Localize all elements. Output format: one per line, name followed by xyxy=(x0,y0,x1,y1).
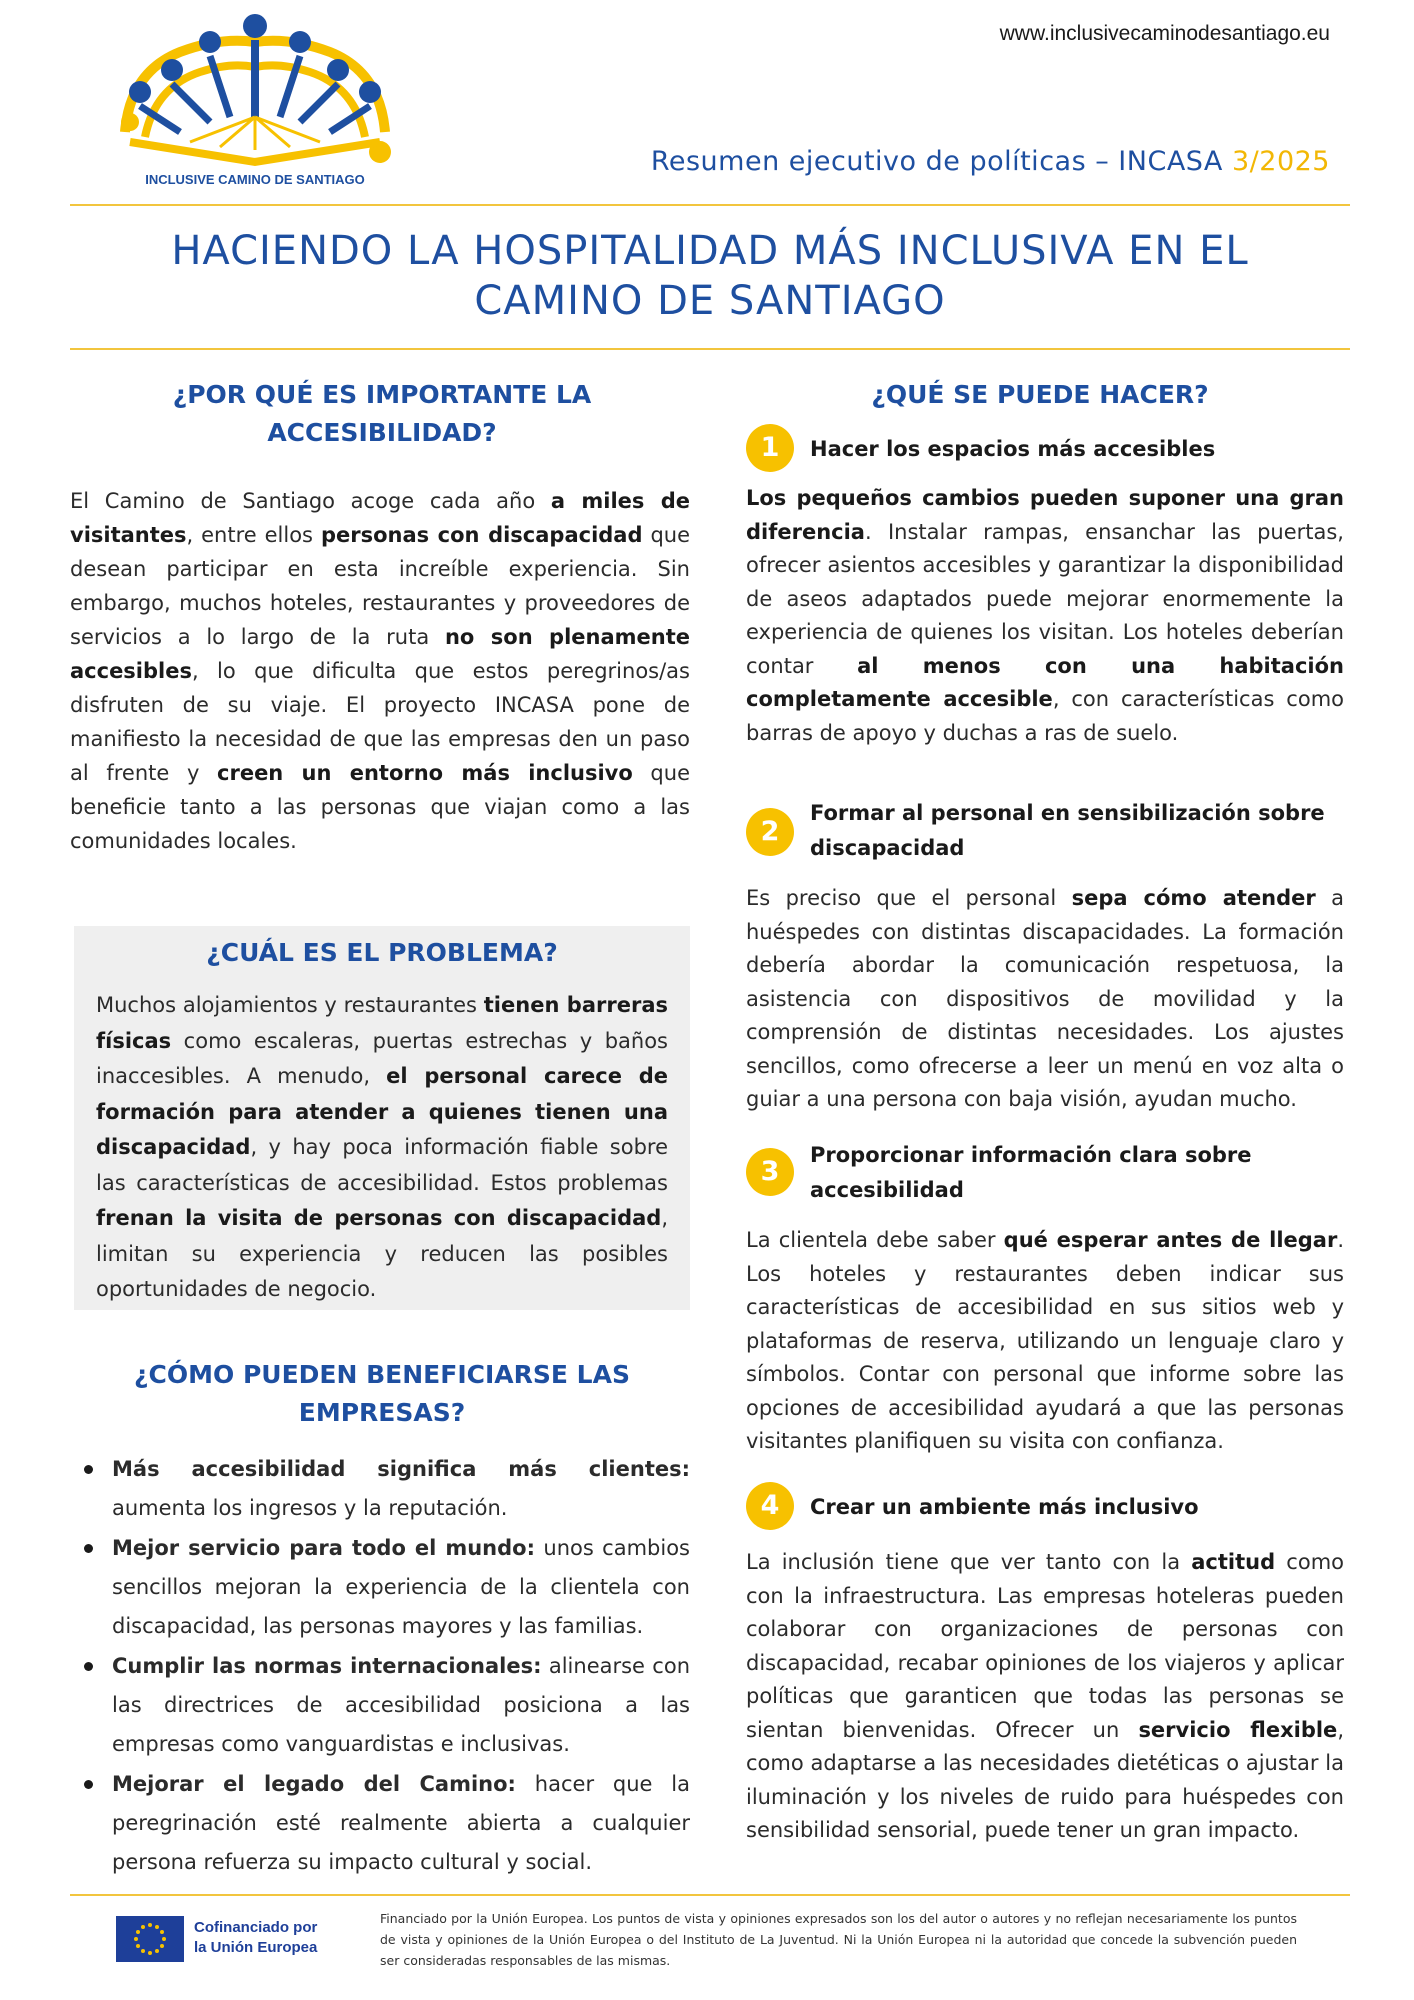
bullet-icon xyxy=(84,1465,93,1474)
text: que desean participar en esta increíble experiencia. Sin embargo, muchos hoteles, restaurantes y proveedores de servicios a lo largo de la ruta xyxy=(70,523,691,649)
step-1-title: Hacer los espacios más accesibles xyxy=(810,437,1216,461)
bold-text: Cumplir las normas internacionales: xyxy=(112,1654,542,1678)
bold-text: el personal carece de formación para atender a quienes tienen una discapacidad xyxy=(96,1064,668,1159)
project-logo xyxy=(110,12,400,197)
list-item xyxy=(74,1529,690,1646)
divider-top xyxy=(70,204,1350,206)
step-2-title xyxy=(810,796,1325,866)
funding-disclaimer: Financiado por la Unión Europea. Los puntos de vista y opiniones expresados son los del autor o autores y no reflejan necesariamente los puntos de vista y opiniones de la Unión Europea o del Instituto de La Juventud. Ni la Unión Europea ni la autoridad que concede la subvención pueden ser consideradas responsables de las mismas. xyxy=(380,1911,1297,1968)
bullet-icon xyxy=(84,1662,93,1671)
text: , y hay poca información fiable sobre las características de accesibilidad. Estos problemas xyxy=(96,1135,668,1195)
title-line-2: CAMINO DE SANTIAGO xyxy=(474,278,946,324)
step-3-title xyxy=(810,1138,1252,1208)
benefits-list xyxy=(74,1450,690,1883)
bold-text: no son plenamente accesibles xyxy=(70,625,690,683)
text: alinearse con las directrices de accesibilidad posiciona a las empresas como vanguardistas e inclusivas. xyxy=(112,1654,691,1756)
step-1-paragraph xyxy=(746,482,1344,750)
benefits-heading xyxy=(74,1356,690,1432)
step-3-title-line-1: Proporcionar información clara sobre xyxy=(810,1143,1252,1167)
eu-label-line-1: Cofinanciado por xyxy=(194,1919,318,1936)
text: aumenta los ingresos y la reputación. xyxy=(112,1496,508,1520)
benefits-heading-line-2: EMPRESAS? xyxy=(298,1398,466,1427)
bold-text: Los pequeños cambios pueden suponer una gran diferencia xyxy=(746,486,1344,544)
text: a huéspedes con distintas discapacidades. La formación debería abordar la comunicación respetuosa, la asistencia con dispositivos de movilidad y la comprensión de distintas necesidades. Los ajustes sencillos, como ofrecerse a leer un menú en voz alta o guiar a una persona con baja visión, ayudan mucho. xyxy=(746,886,1344,1111)
bold-text: creen un entorno más inclusivo xyxy=(217,761,633,785)
why-paragraph xyxy=(70,484,690,858)
step-4-paragraph xyxy=(746,1546,1344,1848)
bold-text: frenan la visita de personas con discapacidad xyxy=(96,1206,662,1230)
why-heading-line-1: ¿POR QUÉ ES IMPORTANTE LA xyxy=(172,380,592,409)
step-2-title-line-2: discapacidad xyxy=(810,836,965,860)
text: , con características como barras de apoyo y duchas a ras de suelo. xyxy=(746,687,1344,745)
bold-text: a miles de visitantes xyxy=(70,489,690,547)
step-4-title: Crear un ambiente más inclusivo xyxy=(810,1495,1199,1519)
title-line-1: HACIENDO LA HOSPITALIDAD MÁS INCLUSIVA EN EL xyxy=(171,228,1249,274)
bold-text: sepa cómo atender xyxy=(1071,886,1316,910)
text: La inclusión tiene que ver tanto con la xyxy=(746,1550,1192,1574)
document-subtitle xyxy=(500,146,1330,177)
bold-text: Mejorar el legado del Camino: xyxy=(112,1772,516,1796)
text: , entre ellos xyxy=(186,523,321,547)
text: que beneficie tanto a las personas que viajan como a las comunidades locales. xyxy=(70,761,690,853)
why-heading xyxy=(74,376,690,452)
eu-cofunding-label xyxy=(194,1918,364,1958)
people-arch-logo-icon xyxy=(110,12,400,177)
text: hacer que la peregrinación esté realmente abierta a cualquier persona refuerza su impacto cultural y social. xyxy=(112,1772,690,1874)
text: Muchos alojamientos y restaurantes xyxy=(96,993,484,1017)
text: , limitan su experiencia y reducen las posibles oportunidades de negocio. xyxy=(96,1206,668,1301)
list-item xyxy=(74,1450,690,1528)
text: unos cambios sencillos mejoran la experiencia de la clientela con discapacidad, las personas mayores y las familias. xyxy=(112,1536,690,1638)
eu-flag-icon xyxy=(116,1916,184,1962)
step-1-number: 1 xyxy=(746,424,794,472)
bullet-icon xyxy=(84,1544,93,1553)
step-2-number: 2 xyxy=(746,808,794,856)
step-4-number: 4 xyxy=(746,1482,794,1530)
step-3-paragraph xyxy=(746,1224,1344,1459)
text: . Instalar rampas, ensanchar las puertas, ofrecer asientos accesibles y garantizar la disponibilidad de aseos adaptados puede mejorar enormemente la experiencia de quienes los visitan. Los hoteles deberían contar xyxy=(746,519,1344,678)
text: La clientela debe saber xyxy=(746,1228,1004,1252)
issue-number: 3/2025 xyxy=(1232,146,1330,177)
actions-heading: ¿QUÉ SE PUEDE HACER? xyxy=(871,380,1209,409)
bold-text: servicio flexible xyxy=(1138,1717,1338,1742)
problem-heading: ¿CUÁL ES EL PROBLEMA? xyxy=(206,938,558,967)
text: . Los hoteles y restaurantes deben indicar sus características de accesibilidad en sus sitios web y plataformas de reserva, utilizando un lenguaje claro y símbolos. Contar con personal que informe sobre las opciones de accesibilidad ayudará a que las personas visitantes planifiquen su visita con confianza. xyxy=(746,1228,1345,1453)
eu-label-line-2: la Unión Europea xyxy=(194,1939,318,1956)
bold-text: al menos con una habitación completamente accesible xyxy=(746,653,1344,711)
website-url[interactable]: www.inclusivecaminodesantiago.eu xyxy=(999,22,1330,45)
bold-text: personas con discapacidad xyxy=(320,523,643,547)
list-item xyxy=(74,1765,690,1882)
bullet-icon xyxy=(84,1780,93,1789)
subtitle-text: Resumen ejecutivo de políticas – INCASA xyxy=(650,146,1223,177)
bold-text: actitud xyxy=(1191,1550,1276,1574)
text: El Camino de Santiago acoge cada año xyxy=(70,489,551,513)
bold-text: tienen barreras físicas xyxy=(96,993,668,1053)
divider-title xyxy=(70,348,1350,350)
page-title xyxy=(70,226,1350,326)
list-item xyxy=(74,1647,690,1764)
text: , como adaptarse a las necesidades dietéticas o ajustar la iluminación y los niveles de ruido para huéspedes con sensibilidad sensorial, puede tener un gran impacto. xyxy=(746,1717,1344,1842)
problem-paragraph xyxy=(96,988,668,1308)
bold-text: Mejor servicio para todo el mundo: xyxy=(112,1536,535,1560)
benefits-heading-line-1: ¿CÓMO PUEDEN BENEFICIARSE LAS xyxy=(134,1360,630,1389)
step-2-title-line-1: Formar al personal en sensibilización sobre xyxy=(810,801,1325,825)
step-2-paragraph xyxy=(746,882,1344,1117)
divider-footer xyxy=(70,1894,1350,1896)
logo-text: INCLUSIVE CAMINO DE SANTIAGO xyxy=(145,172,365,187)
text: Es preciso que el personal xyxy=(746,886,1072,910)
bold-text: qué esperar antes de llegar xyxy=(1003,1228,1338,1252)
bold-text: Más accesibilidad significa más clientes: xyxy=(112,1457,690,1481)
text: como con la infraestructura. Las empresas hoteleras pueden colaborar con organizaciones de personas con discapacidad, recabar opiniones de los viajeros y aplicar políticas que garanticen que todas las personas se sientan bienvenidas. Ofrecer un xyxy=(746,1550,1344,1742)
text: , lo que dificulta que estos peregrinos/as disfruten de su viaje. El proyecto INCASA pone de manifiesto la necesidad de que las empresas den un paso al frente y xyxy=(70,659,690,785)
step-3-title-line-2: accesibilidad xyxy=(810,1178,964,1202)
why-heading-line-2: ACCESIBILIDAD? xyxy=(267,418,497,447)
text: como escaleras, puertas estrechas y baños inaccesibles. A menudo, xyxy=(96,1028,668,1088)
step-3-number: 3 xyxy=(746,1148,794,1196)
